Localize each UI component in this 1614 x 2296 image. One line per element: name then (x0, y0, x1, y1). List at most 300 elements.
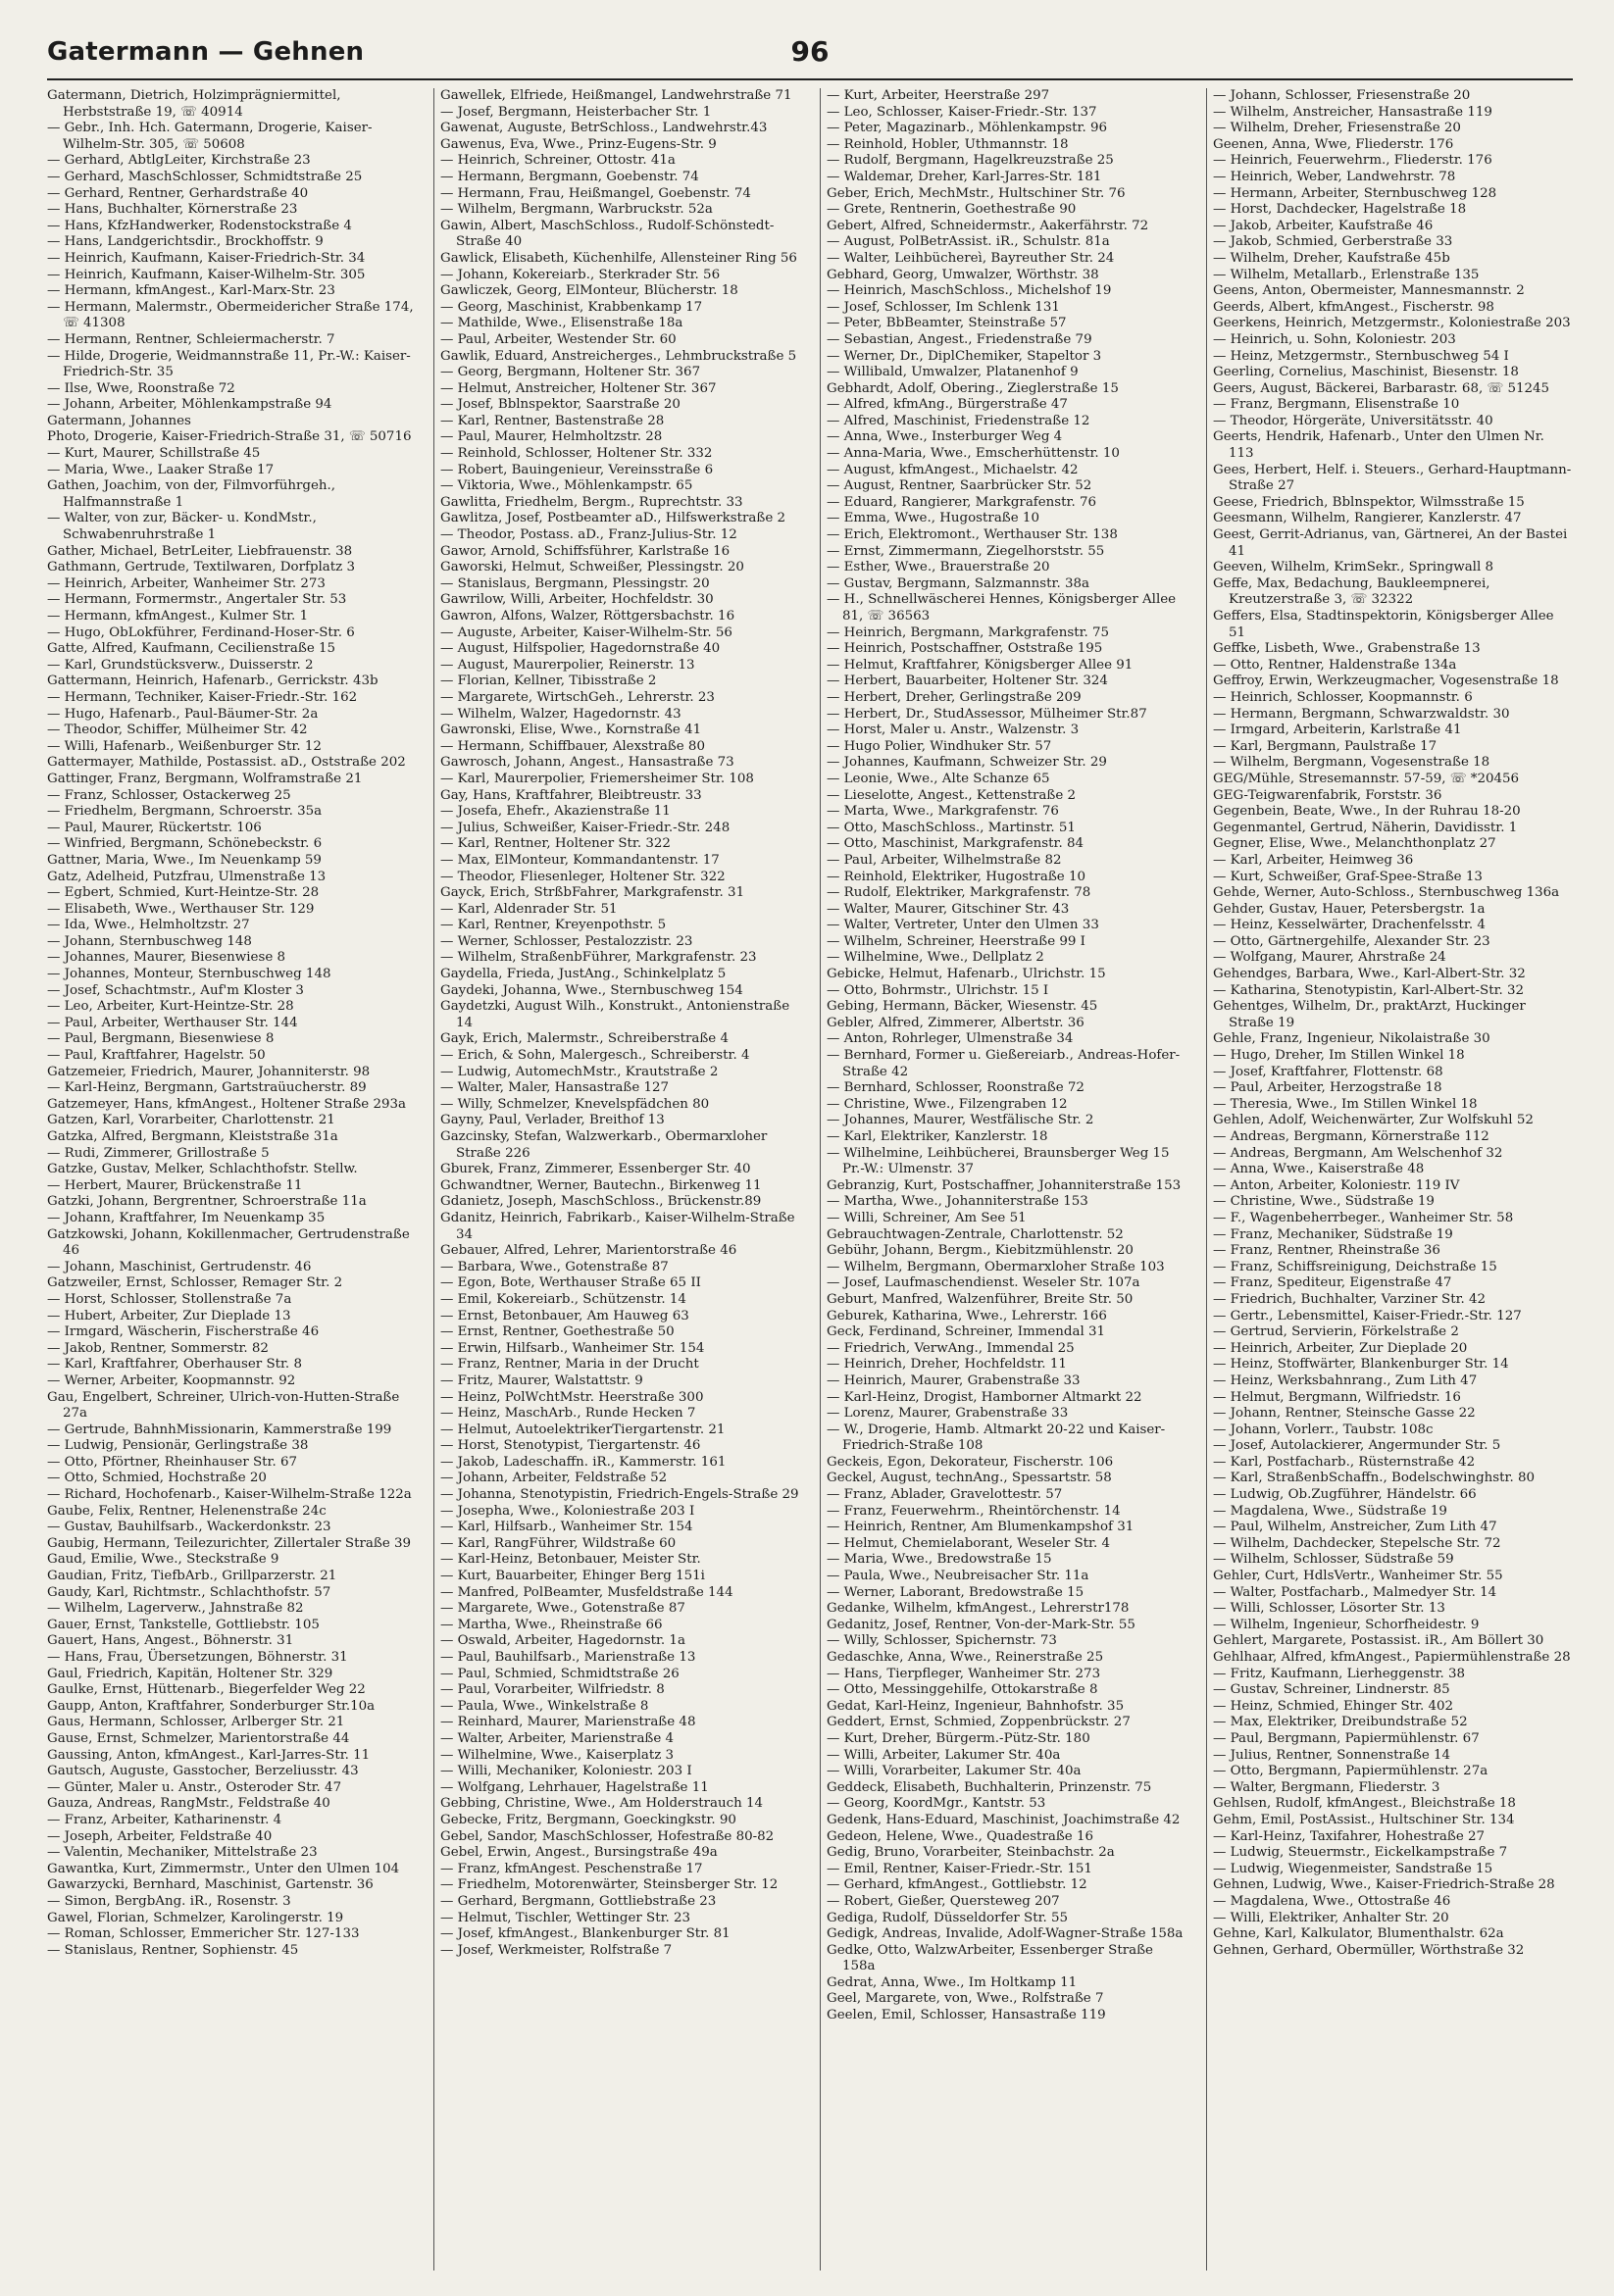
directory-entry: — Erich, & Sohn, Malergesch., Schreiberstr. 4 (440, 1048, 750, 1064)
directory-entry: Geerds, Albert, kfmAngest., Fischerstr. 98 (1213, 299, 1494, 315)
directory-entry: — Walter, Postfacharb., Malmedyer Str. 14 (1213, 1584, 1497, 1600)
directory-entry: — Franz, Schiffsreinigung, Deichstraße 15 (1213, 1259, 1497, 1274)
directory-entry: — Otto, Schmied, Hochstraße 20 (47, 1471, 267, 1486)
directory-entry: — Johann, Sternbuschweg 148 (47, 933, 252, 949)
directory-entry: — Bernhard, Schlosser, Roonstraße 72 (827, 1080, 1084, 1096)
directory-entry: — Anna-Maria, Wwe., Emscherhüttenstr. 10 (827, 446, 1120, 462)
directory-entry: — Christine, Wwe., Südstraße 19 (1213, 1194, 1435, 1210)
directory-entry: — Martha, Wwe., Johanniterstraße 153 (827, 1194, 1088, 1210)
directory-entry: Gaydeki, Johanna, Wwe., Sternbuschweg 154 (440, 982, 743, 998)
directory-entry: Gawrosch, Johann, Angest., Hansastraße 73 (440, 755, 734, 771)
directory-entry: — Karl, Bergmann, Paulstraße 17 (1213, 738, 1437, 754)
directory-entry: — Kurt, Maurer, Schillstraße 45 (47, 446, 261, 462)
directory-entry: Geffke, Lisbeth, Wwe., Grabenstraße 13 (1213, 641, 1481, 657)
directory-entry: — Hans, Frau, Übersetzungen, Böhnerstr. 31 (47, 1650, 348, 1665)
directory-entry: Gebrauchtwagen-Zentrale, Charlottenstr. 52 (827, 1226, 1124, 1242)
directory-entry: — Rudolf, Bergmann, Hagelkreuzstraße 25 (827, 153, 1114, 169)
directory-entry: — Anna, Wwe., Insterburger Weg 4 (827, 429, 1063, 445)
directory-entry: — Johann, Arbeiter, Möhlenkampstraße 94 (47, 397, 332, 413)
directory-entry: — Johann, Vorlerr., Taubstr. 108c (1213, 1422, 1434, 1437)
directory-entry: — Willi, Schreiner, Am See 51 (827, 1210, 1027, 1225)
directory-entry: Gehlert, Margarete, Postassist. iR., Am Böllert 30 (1213, 1633, 1544, 1649)
directory-entry: — Alfred, Maschinist, Friedenstraße 12 (827, 413, 1090, 428)
directory-entry: Gehder, Gustav, Hauer, Petersbergstr. 1a (1213, 901, 1486, 917)
directory-entry: — Julius, Rentner, Sonnenstraße 14 (1213, 1747, 1451, 1763)
directory-entry: — Franz, Spediteur, Eigenstraße 47 (1213, 1275, 1452, 1291)
directory-entry: — Walter, Vertreter, Unter den Ulmen 33 (827, 918, 1099, 933)
directory-entry: Gattermann, Heinrich, Hafenarb., Gerrickstr. 43b (47, 674, 378, 689)
directory-entry: Gebhardt, Adolf, Obering., Zieglerstraße 15 (827, 380, 1119, 396)
directory-entry: — Paul, Arbeiter, Herzogstraße 18 (1213, 1080, 1442, 1096)
directory-entry: — Anton, Rohrleger, Ulmenstraße 34 (827, 1031, 1074, 1047)
directory-entry: — Wilhelm, Dachdecker, Stepelsche Str. 72 (1213, 1535, 1501, 1551)
directory-entry: — Ernst, Rentner, Goethestraße 50 (440, 1324, 675, 1340)
directory-entry: — Karl, Grundstücksverw., Duisserstr. 2 (47, 657, 314, 673)
directory-entry: — Hermann, Malermstr., Obermeidericher Straße 174, ☏ 41308 (47, 299, 414, 331)
directory-entry: — Barbara, Wwe., Gotenstraße 87 (440, 1259, 669, 1274)
directory-entry: — Ludwig, Wiegenmeister, Sandstraße 15 (1213, 1861, 1493, 1876)
directory-entry: — Walter, Leihbüchereì, Bayreuther Str. 24 (827, 250, 1115, 266)
directory-entry: — Otto, Messinggehilfe, Ottokarstraße 8 (827, 1682, 1098, 1698)
directory-entry: — Hermann, Bergmann, Schwarzwaldstr. 30 (1213, 706, 1510, 722)
directory-entry: — Johann, Kokereiarb., Sterkrader Str. 56 (440, 267, 721, 282)
directory-entry: — Ilse, Wwe, Roonstraße 72 (47, 380, 235, 396)
directory-entry: Gauza, Andreas, RangMstr., Feldstraße 40 (47, 1796, 330, 1812)
page-header (47, 35, 1573, 80)
directory-entry: — Horst, Maler u. Anstr., Walzenstr. 3 (827, 723, 1080, 738)
directory-entry: — Hugo Polier, Windhuker Str. 57 (827, 738, 1052, 754)
directory-entry: — Jakob, Rentner, Sommerstr. 82 (47, 1340, 269, 1356)
directory-entry: — Anna, Wwe., Kaiserstraße 48 (1213, 1162, 1425, 1177)
directory-entry: — Paul, Bauhilfsarb., Marienstraße 13 (440, 1650, 696, 1665)
directory-entry: — Johann, Rentner, Steinsche Gasse 22 (1213, 1406, 1476, 1422)
directory-entry: Gay, Hans, Kraftfahrer, Bleibtreustr. 33 (440, 787, 702, 803)
directory-entry: Gatzen, Karl, Vorarbeiter, Charlottenstr. 21 (47, 1113, 335, 1128)
directory-entry: — Stanislaus, Bergmann, Plessingstr. 20 (440, 575, 710, 591)
directory-entry: — Andreas, Bergmann, Am Welschenhof 32 (1213, 1145, 1503, 1161)
directory-entry: Gau, Engelbert, Schreiner, Ulrich-von-Hutten-Straße 27a (47, 1389, 400, 1422)
directory-entry: — Franz, Feuerwehrm., Rheintörchenstr. 14 (827, 1503, 1121, 1519)
column-2 (433, 88, 800, 2271)
directory-entry: — Walter, Maler, Hansastraße 127 (440, 1080, 670, 1096)
directory-entry: Gedanitz, Josef, Rentner, Von-der-Mark-Str. 55 (827, 1617, 1135, 1632)
directory-entry: Gawenat, Auguste, BetrSchloss., Landwehrstr.43 (440, 121, 768, 136)
directory-entry: Gatzkowski, Johann, Kokillenmacher, Gertrudenstraße 46 (47, 1226, 410, 1259)
directory-entry: — Heinrich, Schlosser, Koopmannstr. 6 (1213, 689, 1473, 705)
directory-entry: Geffe, Max, Bedachung, Baukleempnerei, Kreutzerstraße 3, ☏ 32322 (1213, 575, 1490, 608)
directory-entry: — Reinhold, Elektriker, Hugostraße 10 (827, 869, 1085, 884)
directory-entry: Gaupp, Anton, Kraftfahrer, Sonderburger Str.10a (47, 1698, 376, 1714)
directory-entry: Gaus, Hermann, Schlosser, Arlberger Str. 21 (47, 1715, 345, 1730)
directory-entry: Gedat, Karl-Heinz, Ingenieur, Bahnhofstr. 35 (827, 1698, 1125, 1714)
directory-entry: — Otto, Rentner, Haldenstraße 134a (1213, 657, 1457, 673)
directory-entry: Gaussing, Anton, kfmAngest., Karl-Jarres-Str. 11 (47, 1747, 371, 1763)
directory-entry: — Heinrich, Dreher, Hochfeldstr. 11 (827, 1357, 1067, 1373)
directory-entry: Gawrilow, Willi, Arbeiter, Hochfeldstr. 30 (440, 592, 714, 608)
directory-entry: — Robert, Bauingenieur, Vereinsstraße 6 (440, 462, 714, 477)
directory-entry: Gaudy, Karl, Richtmstr., Schlachthofstr. 57 (47, 1584, 331, 1600)
directory-entry: — Johann, Schlosser, Friesenstraße 20 (1213, 88, 1471, 103)
directory-entry: — Hilde, Drogerie, Weidmannstraße 11, Pr.-W.: Kaiser-Friedrich-Str. 35 (47, 348, 411, 380)
directory-entry: — Helmut, Kraftfahrer, Königsberger Allee 91 (827, 657, 1134, 673)
directory-entry: — Paul, Schmied, Schmidtstraße 26 (440, 1666, 680, 1681)
directory-entry: Gehne, Karl, Kalkulator, Blumenthalstr. 62a (1213, 1926, 1504, 1942)
directory-entry: — Paul, Kraftfahrer, Hagelstr. 50 (47, 1048, 266, 1064)
directory-entry: — Paul, Vorarbeiter, Wilfriedstr. 8 (440, 1682, 665, 1698)
columns (47, 88, 1573, 2271)
directory-entry: — Kurt, Bauarbeiter, Ehinger Berg 151i (440, 1569, 705, 1584)
directory-entry: — Hermann, Techniker, Kaiser-Friedr.-Str. 162 (47, 689, 358, 705)
directory-entry: Geckel, August, technAng., Spessartstr. 58 (827, 1471, 1112, 1486)
directory-entry: — Mathilde, Wwe., Elisenstraße 18a (440, 316, 683, 331)
directory-entry: — Heinz, Metzgermstr., Sternbuschweg 54 I (1213, 348, 1509, 364)
directory-entry: — Margarete, Wwe., Gotenstraße 87 (440, 1601, 685, 1617)
directory-entry: — Wilhelm, Walzer, Hagedornstr. 43 (440, 706, 681, 722)
directory-entry: Gawlitta, Friedhelm, Bergm., Ruprechtstr. 33 (440, 494, 743, 510)
directory-entry: Gauert, Hans, Angest., Böhnerstr. 31 (47, 1633, 294, 1649)
directory-entry: — Heinz, Kesselwärter, Drachenfelsstr. 4 (1213, 918, 1486, 933)
directory-entry: — Otto, Bergmann, Papiermühlenstr. 27a (1213, 1764, 1488, 1779)
directory-entry: Gather, Michael, BetrLeiter, Liebfrauenstr. 38 (47, 543, 353, 559)
directory-entry: — Jakob, Arbeiter, Kaufstraße 46 (1213, 218, 1434, 233)
directory-entry: — Wilhelm, Bergmann, Vogesenstraße 18 (1213, 755, 1490, 771)
directory-entry: Gaudian, Fritz, TiefbArb., Grillparzerstr. 21 (47, 1569, 337, 1584)
directory-entry: — Ludwig, Ob.Zugführer, Händelstr. 66 (1213, 1487, 1477, 1503)
directory-entry: — Johannes, Monteur, Sternbuschweg 148 (47, 967, 331, 982)
directory-entry: — Egon, Bote, Werthauser Straße 65 II (440, 1275, 701, 1291)
directory-entry: — Emil, Rentner, Kaiser-Friedr.-Str. 151 (827, 1861, 1092, 1876)
directory-entry: — Max, Elektriker, Dreibundstraße 52 (1213, 1715, 1468, 1730)
directory-entry: — Lieselotte, Angest., Kettenstraße 2 (827, 787, 1077, 803)
directory-entry: — Erwin, Hilfsarb., Wanheimer Str. 154 (440, 1340, 705, 1356)
directory-entry: Gaul, Friedrich, Kapitän, Holtener Str. 329 (47, 1666, 333, 1681)
directory-entry: — Gerhard, AbtlgLeiter, Kirchstraße 23 (47, 153, 311, 169)
directory-entry: — Helmut, Anstreicher, Holtener Str. 367 (440, 380, 717, 396)
directory-entry: Geens, Anton, Obermeister, Mannesmannstr. 2 (1213, 283, 1525, 299)
directory-entry: — Herbert, Bauarbeiter, Holtener Str. 324 (827, 674, 1108, 689)
directory-entry: Gaulke, Ernst, Hüttenarb., Biegerfelder Weg 22 (47, 1682, 366, 1698)
directory-entry: — Alfred, kfmAng., Bürgerstraße 47 (827, 397, 1068, 413)
directory-entry: — Wilhelm, Dreher, Kaufstraße 45b (1213, 250, 1450, 266)
directory-entry: — Franz, Rentner, Maria in der Drucht (440, 1357, 699, 1373)
directory-entry: — Wilhelm, Bergmann, Warbruckstr. 52a (440, 202, 713, 218)
directory-entry: — Eduard, Rangierer, Markgrafenstr. 76 (827, 494, 1097, 510)
directory-entry: Geenen, Anna, Wwe, Fliederstr. 176 (1213, 136, 1454, 152)
directory-entry: — Walter, Maurer, Gitschiner Str. 43 (827, 901, 1070, 917)
directory-entry: Gehm, Emil, PostAssist., Hultschiner Str. 134 (1213, 1812, 1515, 1827)
directory-entry: — Friedrich, Buchhalter, Varziner Str. 42 (1213, 1291, 1487, 1307)
directory-entry: Gaud, Emilie, Wwe., Steckstraße 9 (47, 1552, 279, 1568)
directory-entry: — Franz, Bergmann, Elisenstraße 10 (1213, 397, 1460, 413)
directory-entry: — Franz, Mechaniker, Südstraße 19 (1213, 1226, 1453, 1242)
directory-entry: Geerkens, Heinrich, Metzgermstr., Koloniestraße 203 (1213, 316, 1571, 331)
directory-entry: — Josef, Bergmann, Heisterbacher Str. 1 (440, 104, 712, 120)
directory-entry: — Wilhelm, Metallarb., Erlenstraße 135 (1213, 267, 1480, 282)
directory-entry: — Karl-Heinz, Bergmann, Gartstraüucherstr. 89 (47, 1080, 367, 1096)
directory-entry: — Paul, Maurer, Helmholtzstr. 28 (440, 429, 663, 445)
directory-entry: — Otto, Pförtner, Rheinhauser Str. 67 (47, 1454, 298, 1470)
directory-entry: — Wilhelmine, Wwe., Dellplatz 2 (827, 950, 1044, 966)
directory-entry: Gawarzycki, Bernhard, Maschinist, Gartenstr. 36 (47, 1877, 374, 1893)
directory-entry: Gatzemeyer, Hans, kfmAngest., Holtener Straße 293a (47, 1096, 406, 1112)
directory-entry: — Wilhelm, StraßenbFührer, Markgrafenstr. 23 (440, 950, 757, 966)
directory-entry: — Richard, Hochofenarb., Kaiser-Wilhelm-Straße 122a (47, 1487, 412, 1503)
directory-entry: — Hermann, Formermstr., Angertaler Str. 53 (47, 592, 347, 608)
directory-entry: — Gertrude, BahnhMissionarin, Kammerstraße 199 (47, 1422, 392, 1437)
directory-entry: — Johann, Kraftfahrer, Im Neuenkamp 35 (47, 1210, 326, 1225)
directory-entry: — August, kfmAngest., Michaelstr. 42 (827, 462, 1079, 477)
directory-entry: — Hermann, kfmAngest., Kulmer Str. 1 (47, 609, 309, 624)
directory-entry: — Willi, Hafenarb., Weißenburger Str. 12 (47, 738, 322, 754)
directory-entry: — Fritz, Maurer, Walstattstr. 9 (440, 1373, 643, 1388)
directory-entry: — Bernhard, Former u. Gießereiarb., Andreas-Hofer-Straße 42 (827, 1048, 1181, 1079)
directory-entry: Gehendges, Barbara, Wwe., Karl-Albert-Str. 32 (1213, 967, 1526, 982)
directory-entry: — Franz, Ablader, Gravelottestr. 57 (827, 1487, 1063, 1503)
directory-entry: Gawor, Arnold, Schiffsführer, Karlstraße 16 (440, 543, 731, 559)
page-number: 96 (790, 35, 830, 68)
directory-entry: — Paul, Arbeiter, Westender Str. 60 (440, 331, 677, 347)
directory-entry: Gaworski, Helmut, Schweißer, Plessingstr. 20 (440, 560, 744, 575)
directory-entry: — Karl, Elektriker, Kanzlerstr. 18 (827, 1129, 1048, 1144)
directory-entry: — Otto, MaschSchloss., Martinstr. 51 (827, 820, 1076, 835)
directory-entry: Gebranzig, Kurt, Postschaffner, Johanniterstraße 153 (827, 1177, 1182, 1193)
directory-entry: — Heinz, Stoffwärter, Blankenburger Str. 14 (1213, 1357, 1509, 1373)
directory-entry: — Paul, Bergmann, Biesenwiese 8 (47, 1031, 275, 1047)
directory-entry: — Franz, Rentner, Rheinstraße 36 (1213, 1243, 1440, 1259)
directory-entry: Gawlick, Elisabeth, Küchenhilfe, Allensteiner Ring 56 (440, 250, 797, 266)
directory-entry: — Johannes, Maurer, Westfälische Str. 2 (827, 1113, 1094, 1128)
directory-entry: Gawantka, Kurt, Zimmermstr., Unter den Ulmen 104 (47, 1861, 400, 1876)
directory-entry: Gathmann, Gertrude, Textilwaren, Dorfplatz 3 (47, 560, 355, 575)
directory-entry: — Wilhelm, Dreher, Friesenstraße 20 (1213, 121, 1461, 136)
directory-entry: — Paul, Maurer, Rückertstr. 106 (47, 820, 262, 835)
directory-entry: — Karl-Heinz, Drogist, Hamborner Altmarkt 22 (827, 1389, 1142, 1405)
directory-entry: — Georg, Maschinist, Krabbenkamp 17 (440, 299, 703, 315)
directory-entry: Gebauer, Alfred, Lehrer, Marientorstraße 46 (440, 1243, 737, 1259)
directory-entry: — Willi, Mechaniker, Koloniestr. 203 I (440, 1764, 692, 1779)
directory-entry: — Heinrich, Rentner, Am Blumenkampshof 31 (827, 1520, 1135, 1535)
directory-entry: — Esther, Wwe., Brauerstraße 20 (827, 560, 1050, 575)
directory-entry: — Karl-Heinz, Taxifahrer, Hohestraße 27 (1213, 1828, 1486, 1844)
directory-entry: — Lorenz, Maurer, Grabenstraße 33 (827, 1406, 1069, 1422)
directory-entry: — Margarete, WirtschGeh., Lehrerstr. 23 (440, 689, 715, 705)
directory-entry: — Peter, BbBeamter, Steinstraße 57 (827, 316, 1067, 331)
directory-entry: — Willy, Schmelzer, Knevelspfädchen 80 (440, 1096, 710, 1112)
directory-entry: — Sebastian, Angest., Friedenstraße 79 (827, 331, 1092, 347)
directory-entry: — Helmut, Chemielaborant, Weseler Str. 4 (827, 1535, 1111, 1551)
directory-entry: — Werner, Laborant, Bredowstraße 15 (827, 1584, 1084, 1600)
directory-entry: Gedanke, Wilhelm, kfmAngest., Lehrerstr178 (827, 1601, 1130, 1617)
directory-entry: — Leonie, Wwe., Alte Schanze 65 (827, 771, 1050, 786)
directory-entry: Gebert, Alfred, Schneidermstr., Aakerfährstr. 72 (827, 218, 1149, 233)
directory-entry: — Josef, Laufmaschendienst. Weseler Str. 107a (827, 1275, 1140, 1291)
directory-entry: — Paul, Wilhelm, Anstreicher, Zum Lith 47 (1213, 1520, 1497, 1535)
directory-entry: — Herbert, Maurer, Brückenstraße 11 (47, 1177, 303, 1193)
directory-entry: — Josef, Schlosser, Im Schlenk 131 (827, 299, 1060, 315)
directory-entry: — Heinrich, Schreiner, Ottostr. 41a (440, 153, 676, 169)
directory-entry: — Paul, Bergmann, Papiermühlenstr. 67 (1213, 1730, 1480, 1746)
directory-entry: — Karl-Heinz, Betonbauer, Meister Str. (440, 1552, 701, 1568)
directory-entry: — Heinrich, Kaufmann, Kaiser-Wilhelm-Str. 305 (47, 267, 366, 282)
directory-entry: — Karl, Rentner, Holtener Str. 322 (440, 836, 671, 852)
directory-entry: — Heinrich, Weber, Landwehrstr. 78 (1213, 169, 1456, 184)
directory-entry: — Franz, Arbeiter, Katharinenstr. 4 (47, 1812, 282, 1827)
directory-entry: — Heinrich, Arbeiter, Wanheimer Str. 273 (47, 575, 326, 591)
directory-entry: Gauer, Ernst, Tankstelle, Gottliebstr. 105 (47, 1617, 320, 1632)
directory-entry: — Elisabeth, Wwe., Werthauser Str. 129 (47, 901, 315, 917)
directory-entry: — Irmgard, Arbeiterin, Karlstraße 41 (1213, 723, 1462, 738)
directory-entry: Geers, August, Bäckerei, Barbarastr. 68, ☏ 51245 (1213, 380, 1550, 396)
directory-entry: — Kurt, Arbeiter, Heerstraße 297 (827, 88, 1050, 103)
directory-entry: Geburt, Manfred, Walzenführer, Breite Str. 50 (827, 1291, 1134, 1307)
directory-entry: — Viktoria, Wwe., Möhlenkampstr. 65 (440, 478, 693, 494)
directory-entry: — Karl, Arbeiter, Heimweg 36 (1213, 852, 1414, 868)
directory-entry: — Josef, Schachtmstr., Auf'm Kloster 3 (47, 982, 304, 998)
directory-entry: Gawronski, Elise, Wwe., Kornstraße 41 (440, 723, 702, 738)
directory-entry: — Ludwig, Steuermstr., Eickelkampstraße 7 (1213, 1845, 1508, 1861)
directory-entry: Gatzemeier, Friedrich, Maurer, Johanniterstr. 98 (47, 1064, 371, 1079)
directory-entry: Gawin, Albert, MaschSchloss., Rudolf-Schönstedt-Straße 40 (440, 218, 775, 250)
directory-entry: — Karl, Rentner, Kreyenpothstr. 5 (440, 918, 667, 933)
directory-entry: — Gustav, Bergmann, Salzmannstr. 38a (827, 575, 1090, 591)
directory-entry: Gebing, Hermann, Bäcker, Wiesenstr. 45 (827, 999, 1098, 1015)
directory-entry: Gebler, Alfred, Zimmerer, Albertstr. 36 (827, 1015, 1084, 1030)
directory-entry: — Willi, Vorarbeiter, Lakumer Str. 40a (827, 1764, 1082, 1779)
directory-entry: — Hugo, ObLokführer, Ferdinand-Hoser-Str. 6 (47, 624, 355, 640)
directory-entry: — W., Drogerie, Hamb. Altmarkt 20-22 und Kaiser-Friedrich-Straße 108 (827, 1422, 1166, 1454)
directory-entry: — Herbert, Dr., StudAssessor, Mülheimer Str.87 (827, 706, 1147, 722)
directory-entry: — Maria, Wwe., Laaker Straße 17 (47, 462, 275, 477)
directory-entry: Gebhard, Georg, Umwalzer, Wörthstr. 38 (827, 267, 1099, 282)
directory-entry: Gawliczek, Georg, ElMonteur, Blücherstr. 18 (440, 283, 738, 299)
directory-entry: — Franz, kfmAngest. Peschenstraße 17 (440, 1861, 703, 1876)
directory-entry: — Hans, Tierpfleger, Wanheimer Str. 273 (827, 1666, 1101, 1681)
directory-entry: — Friedhelm, Motorenwärter, Steinsberger Str. 12 (440, 1877, 779, 1893)
directory-entry: — Horst, Dachdecker, Hagelstraße 18 (1213, 202, 1467, 218)
directory-entry: — Hermann, Rentner, Schleiermacherstr. 7 (47, 331, 335, 347)
directory-entry: — Reinhard, Maurer, Marienstraße 48 (440, 1715, 696, 1730)
directory-entry: — Theodor, Schiffer, Mülheimer Str. 42 (47, 723, 308, 738)
directory-entry: — Wilhelmine, Wwe., Kaiserplatz 3 (440, 1747, 675, 1763)
directory-entry: Gehlen, Adolf, Weichenwärter, Zur Wolfskuhl 52 (1213, 1113, 1534, 1128)
directory-entry: — Paula, Wwe., Neubreisacher Str. 11a (827, 1569, 1089, 1584)
directory-entry: — Josef, Autolackierer, Angermunder Str. 5 (1213, 1438, 1501, 1454)
directory-entry: — Gertr., Lebensmittel, Kaiser-Friedr.-Str. 127 (1213, 1308, 1522, 1323)
directory-entry: — Egbert, Schmied, Kurt-Heintze-Str. 28 (47, 885, 320, 901)
directory-entry: — Josef, Bblnspektor, Saarstraße 20 (440, 397, 681, 413)
directory-entry: — Karl, RangFührer, Wildstraße 60 (440, 1535, 677, 1551)
directory-entry: Gehentges, Wilhelm, Dr., praktArzt, Huckinger Straße 19 (1213, 999, 1526, 1030)
directory-entry: Gegenbein, Beate, Wwe., In der Ruhrau 18-20 (1213, 804, 1521, 820)
directory-entry: — Willi, Elektriker, Anhalter Str. 20 (1213, 1910, 1449, 1925)
directory-entry: Gause, Ernst, Schmelzer, Marientorstraße 44 (47, 1730, 350, 1746)
directory-entry: — Karl, StraßenbSchaffn., Bodelschwinghstr. 80 (1213, 1471, 1535, 1486)
directory-entry: — Friedrich, VerwAng., Immendal 25 (827, 1340, 1075, 1356)
directory-entry: Gawellek, Elfriede, Heißmangel, Landwehrstraße 71 (440, 88, 792, 103)
directory-entry: Gatermann, Dietrich, Holzimprägniermittel, Herbststraße 19, ☏ 40914 (47, 88, 341, 120)
directory-entry: Gatzki, Johann, Bergrentner, Schroerstraße 11a (47, 1194, 367, 1210)
directory-entry: — Florian, Kellner, Tibisstraße 2 (440, 674, 657, 689)
directory-entry: Gazcinsky, Stefan, Walzwerkarb., Obermarxloher Straße 226 (440, 1129, 768, 1161)
directory-entry: — Wolfgang, Maurer, Ahrstraße 24 (1213, 950, 1446, 966)
directory-entry: Gedenk, Hans-Eduard, Maschinist, Joachimstraße 42 (827, 1812, 1181, 1827)
directory-entry: Geerts, Hendrik, Hafenarb., Unter den Ulmen Nr. 113 (1213, 429, 1544, 462)
directory-entry: — Theodor, Postass. aD., Franz-Julius-Str. 12 (440, 527, 737, 543)
directory-entry: Gattner, Maria, Wwe., Im Neuenkamp 59 (47, 852, 322, 868)
directory-entry: — Josef, kfmAngest., Blankenburger Str. 81 (440, 1926, 731, 1942)
directory-entry: — Wolfgang, Lehrhauer, Hagelstraße 11 (440, 1779, 709, 1795)
directory-entry: — August, PolBetrAssist. iR., Schulstr. 81a (827, 234, 1110, 250)
directory-entry: — Johannes, Maurer, Biesenwiese 8 (47, 950, 286, 966)
directory-entry: — Georg, KoordMgr., Kantstr. 53 (827, 1796, 1046, 1812)
directory-entry: — Andreas, Bergmann, Körnerstraße 112 (1213, 1129, 1489, 1144)
directory-entry: — Werner, Dr., DiplChemiker, Stapeltor 3 (827, 348, 1102, 364)
directory-entry: — Hermann, Bergmann, Goebenstr. 74 (440, 169, 699, 184)
directory-entry: — Walter, Bergmann, Fliederstr. 3 (1213, 1779, 1440, 1795)
directory-entry: Geburek, Katharina, Wwe., Lehrerstr. 166 (827, 1308, 1107, 1323)
directory-entry: — Helmut, AutoelektrikerTiergartenstr. 21 (440, 1422, 726, 1437)
directory-entry: — Werner, Schlosser, Pestalozzistr. 23 (440, 933, 693, 949)
directory-entry: — Johanna, Stenotypistin, Friedrich-Engels-Straße 29 (440, 1487, 799, 1503)
directory-entry: — Anton, Arbeiter, Koloniestr. 119 IV (1213, 1177, 1460, 1193)
directory-entry: — Werner, Arbeiter, Koopmannstr. 92 (47, 1373, 296, 1388)
directory-entry: — Horst, Schlosser, Stollenstraße 7a (47, 1291, 292, 1307)
directory-entry: — Auguste, Arbeiter, Kaiser-Wilhelm-Str. 56 (440, 624, 732, 640)
directory-entry: — Karl, Postfacharb., Rüsternstraße 42 (1213, 1454, 1476, 1470)
directory-entry: Gebecke, Fritz, Bergmann, Goeckingkstr. 90 (440, 1812, 736, 1827)
directory-entry: — Magdalena, Wwe., Südstraße 19 (1213, 1503, 1447, 1519)
directory-entry: Gayck, Erich, StrßbFahrer, Markgrafenstr. 31 (440, 885, 745, 901)
directory-entry: Geck, Ferdinand, Schreiner, Immendal 31 (827, 1324, 1106, 1340)
directory-entry: — Gebr., Inh. Hch. Gatermann, Drogerie, Kaiser-Wilhelm-Str. 305, ☏ 50608 (47, 121, 373, 152)
directory-entry: Geckeis, Egon, Dekorateur, Fischerstr. 106 (827, 1454, 1114, 1470)
directory-entry: Gatte, Alfred, Kaufmann, Cecilienstraße 15 (47, 641, 336, 657)
directory-entry: Gautsch, Auguste, Gasstocher, Berzeliusstr. 43 (47, 1764, 359, 1779)
directory-entry: — Friedhelm, Bergmann, Schroerstr. 35a (47, 804, 323, 820)
directory-entry: Gebicke, Helmut, Hafenarb., Ulrichstr. 15 (827, 967, 1106, 982)
directory-entry: — Wilhelmine, Leihbücherei, Braunsberger Weg 15 Pr.-W.: Ulmenstr. 37 (827, 1145, 1170, 1177)
directory-entry: Gawlitza, Josef, Postbeamter aD., Hilfswerkstraße 2 (440, 511, 786, 526)
directory-entry: — Johann, Arbeiter, Feldstraße 52 (440, 1471, 668, 1486)
directory-entry: — Heinrich, Bergmann, Markgrafenstr. 75 (827, 624, 1110, 640)
directory-entry: — Leo, Schlosser, Kaiser-Friedr.-Str. 137 (827, 104, 1097, 120)
directory-entry: Geest, Gerrit-Adrianus, van, Gärtnerei, An der Bastei 41 (1213, 527, 1568, 559)
directory-entry: Gehnen, Ludwig, Wwe., Kaiser-Friedrich-Straße 28 (1213, 1877, 1555, 1893)
directory-entry: — Paul, Arbeiter, Werthauser Str. 144 (47, 1015, 298, 1030)
directory-entry: — Willi, Schlosser, Lösorter Str. 13 (1213, 1601, 1445, 1617)
directory-entry: — Wilhelm, Anstreicher, Hansastraße 119 (1213, 104, 1492, 120)
directory-entry: — Paula, Wwe., Winkelstraße 8 (440, 1698, 649, 1714)
directory-entry: Gawlik, Eduard, Anstreicherges., Lehmbruckstraße 5 (440, 348, 797, 364)
directory-entry: Gawenus, Eva, Wwe., Prinz-Eugens-Str. 9 (440, 136, 717, 152)
directory-entry: — Hermann, Arbeiter, Sternbuschweg 128 (1213, 185, 1497, 201)
directory-entry: Gehle, Franz, Ingenieur, Nikolaistraße 30 (1213, 1031, 1490, 1047)
directory-entry: — Otto, Maschinist, Markgrafenstr. 84 (827, 836, 1084, 852)
directory-entry: — Jakob, Schmied, Gerberstraße 33 (1213, 234, 1453, 250)
directory-entry: — Winfried, Bergmann, Schönebeckstr. 6 (47, 836, 323, 852)
directory-entry: — Theresia, Wwe., Im Stillen Winkel 18 (1213, 1096, 1478, 1112)
directory-entry: — Hermann, Schiffbauer, Alexstraße 80 (440, 738, 705, 754)
directory-entry: — Ernst, Zimmermann, Ziegelhorststr. 55 (827, 543, 1105, 559)
directory-entry: — Herbert, Dreher, Gerlingstraße 209 (827, 689, 1082, 705)
directory-entry: — Stanislaus, Rentner, Sophienstr. 45 (47, 1942, 299, 1958)
directory-entry: — Otto, Gärtnergehilfe, Alexander Str. 23 (1213, 933, 1490, 949)
directory-entry: — Karl, Rentner, Bastenstraße 28 (440, 413, 665, 428)
directory-entry: — Karl, Kraftfahrer, Oberhauser Str. 8 (47, 1357, 302, 1373)
directory-entry: Geddeck, Elisabeth, Buchhalterin, Prinzenstr. 75 (827, 1779, 1152, 1795)
directory-entry: Gedigk, Andreas, Invalide, Adolf-Wagner-Straße 158a (827, 1926, 1184, 1942)
directory-entry: — Willi, Arbeiter, Lakumer Str. 40a (827, 1747, 1061, 1763)
